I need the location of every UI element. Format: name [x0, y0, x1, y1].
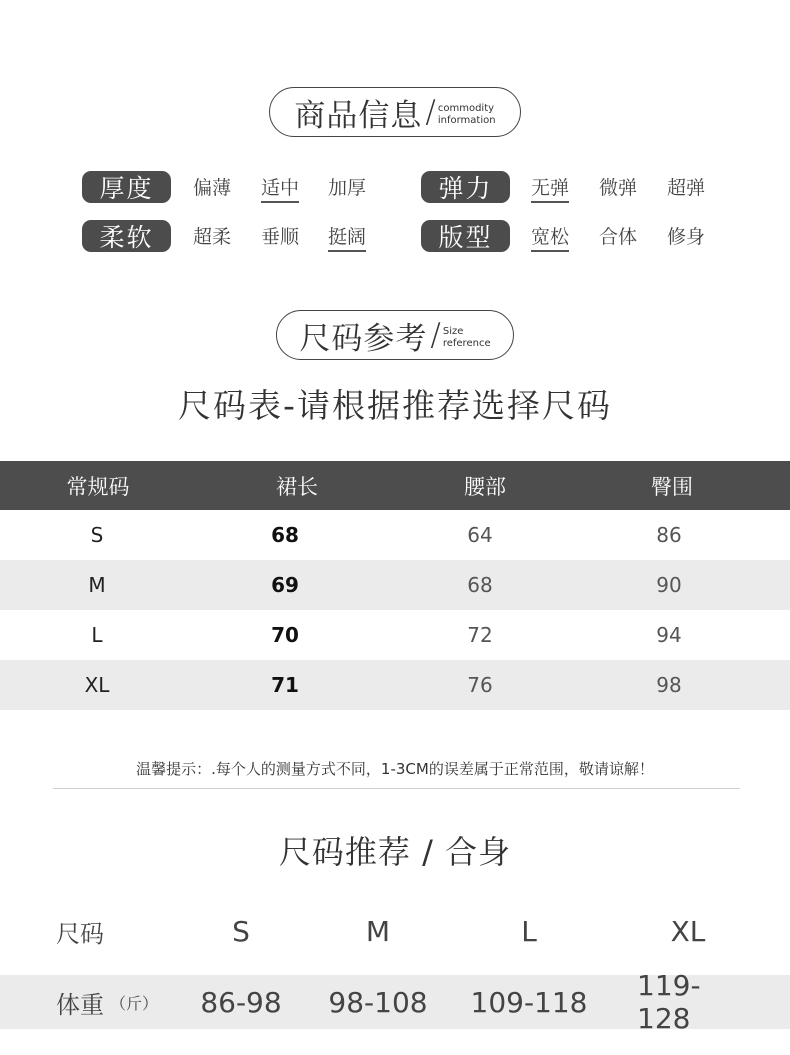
cell-skirt-length: 70: [271, 623, 299, 647]
attribute-row-1: [0, 171, 790, 205]
measurement-tip: 温馨提示：.每个人的测量方式不同，1-3CM的误差属于正常范围，敬请谅解！: [136, 760, 654, 778]
table-row: [0, 610, 790, 660]
cell-skirt-length: 68: [271, 523, 299, 547]
commodity-info-title: [269, 87, 521, 137]
cell-waist: 72: [467, 623, 493, 647]
recommend-weight-s: 86-98: [200, 985, 282, 1019]
size-chart-heading: 尺码表-请根据推荐选择尺码: [178, 386, 612, 425]
commodity-info-title-en: [438, 103, 496, 127]
recommend-weight-l: 109-118: [470, 985, 588, 1019]
recommend-weight-xl: 119-128: [637, 969, 701, 1035]
softness-option-crisp[interactable]: 挺阔: [328, 224, 366, 252]
table-row: [0, 660, 790, 710]
divider: [53, 788, 740, 789]
elasticity-option-slight[interactable]: 微弹: [599, 177, 638, 199]
fit-badge: 版型: [421, 220, 510, 252]
cell-waist: 64: [467, 523, 493, 547]
softness-option-drapey[interactable]: 垂顺: [261, 226, 300, 248]
title-en-line1: commodity: [437, 103, 495, 114]
size-reference-title-en: [443, 326, 491, 350]
elasticity-badge: 弹力: [421, 171, 510, 203]
recommend-size-l: L: [521, 914, 537, 948]
commodity-info-title-zh: 商品信息: [294, 97, 423, 134]
weight-label-text: 体重: [56, 990, 104, 1019]
recommend-size-m: M: [365, 914, 391, 948]
title-en-line1: Size: [442, 326, 464, 337]
cell-skirt-length: 71: [271, 673, 299, 697]
cell-hip: 94: [656, 623, 682, 647]
thickness-option-thick[interactable]: 加厚: [328, 177, 367, 199]
cell-size: XL: [84, 673, 110, 697]
cell-waist: 68: [467, 573, 493, 597]
title-en-line2: reference: [442, 338, 491, 349]
softness-option-super-soft[interactable]: 超柔: [193, 226, 232, 248]
recommend-size-row: [0, 904, 790, 958]
table-row: [0, 560, 790, 610]
cell-hip: 86: [656, 523, 682, 547]
elasticity-option-none[interactable]: 无弹: [531, 175, 569, 203]
column-header-waist: 腰部: [464, 474, 506, 499]
fit-option-loose[interactable]: 宽松: [531, 224, 569, 252]
recommend-weight-label: [56, 975, 158, 1029]
column-header-size: 常规码: [66, 474, 130, 499]
recommend-size-label: [56, 904, 104, 958]
table-row: [0, 510, 790, 560]
title-slash: /: [425, 94, 436, 130]
size-label-text: 尺码: [56, 919, 104, 948]
thickness-option-thin[interactable]: 偏薄: [193, 177, 232, 199]
recommend-size-xl: XL: [670, 914, 706, 948]
elasticity-option-super[interactable]: 超弹: [667, 177, 706, 199]
fit-option-slim[interactable]: 修身: [667, 226, 706, 248]
size-reference-title: [276, 310, 514, 360]
cell-size: S: [90, 523, 104, 547]
fit-option-regular[interactable]: 合体: [599, 226, 638, 248]
attribute-row-2: [0, 220, 790, 254]
weight-unit-text: （斤）: [110, 993, 159, 1013]
softness-badge: 柔软: [82, 220, 171, 252]
size-table-header: [0, 461, 790, 510]
title-en-line2: information: [437, 115, 496, 126]
recommend-size-s: S: [232, 914, 250, 948]
cell-hip: 98: [656, 673, 682, 697]
recommend-weight-m: 98-108: [328, 985, 428, 1019]
title-slash: /: [430, 317, 441, 353]
cell-skirt-length: 69: [271, 573, 299, 597]
thickness-badge: 厚度: [82, 171, 171, 203]
cell-waist: 76: [467, 673, 493, 697]
size-recommend-title: 尺码推荐 / 合身: [278, 833, 512, 871]
column-header-skirt-length: 裙长: [276, 474, 318, 499]
size-table: [0, 461, 790, 710]
recommend-weight-row: [0, 969, 790, 1035]
cell-size: M: [88, 573, 106, 597]
cell-hip: 90: [656, 573, 682, 597]
size-reference-title-zh: 尺码参考: [299, 320, 428, 357]
column-header-hip: 臀围: [651, 474, 693, 499]
cell-size: L: [91, 623, 103, 647]
thickness-option-medium[interactable]: 适中: [261, 175, 299, 203]
